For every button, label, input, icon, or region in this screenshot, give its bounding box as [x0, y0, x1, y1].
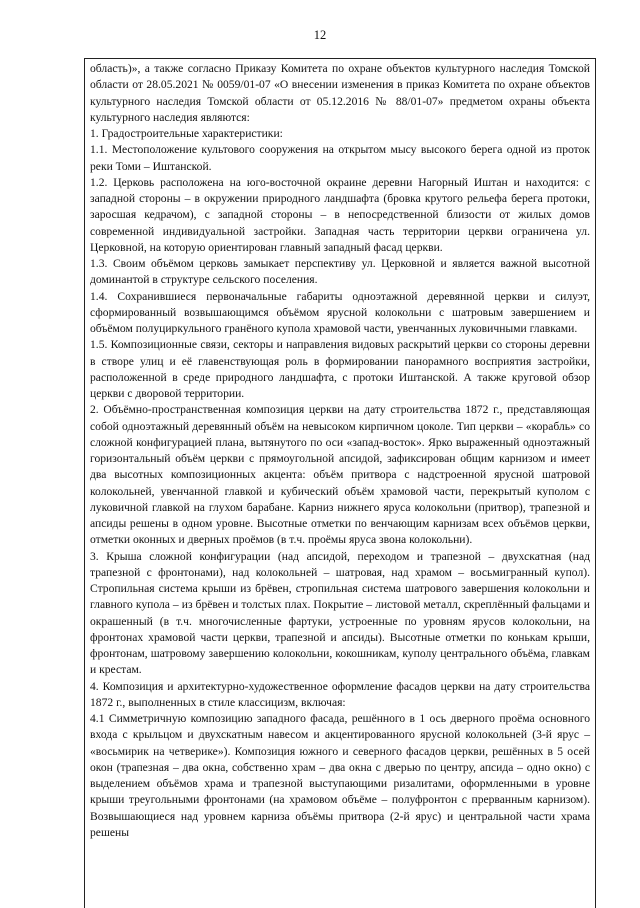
paragraph-1-3: 1.3. Своим объёмом церковь замыкает перспективу ул. Церковной и является важной высотной доминантой в структуре сельского поселения.	[90, 257, 590, 287]
paragraph-1-5: 1.5. Композиционные связи, секторы и направления видовых раскрытий церкви со стороны деревни в створе улиц и её главенствующая роль в формировании панорамного восприятия застройки, расположенной в среде природного ландшафта, с протоки Иштанской. А также круговой обзор церкви с дворовой территории.	[90, 338, 590, 400]
paragraph-4-1: 4.1 Симметричную композицию западного фасада, решённого в 1 ось дверного проёма основного входа с крыльцом и двухскатным навесом и акцентированного ярусной колокольней (3-й ярус – «восьмирик на четверике»). Композиция южного и северного фасадов церкви, решённых в 5 осей окон (трапезная – два окна, собственно храм – два окна с дверью по центру, апсида – одно окно) с выделением объёмов храма и трапезной выступающими ризалитами, оформленными в уровне крыши треугольными фронтонами (на храмовом объёме – полуфронтон с прерванным карнизом). Возвышающиеся над уровнем карниза объёмы притвора (2-й ярус) и центральной части храма решены	[90, 712, 590, 839]
paragraph-intro: область)», а также согласно Приказу Комитета по охране объектов культурного наследия Томской области от 28.05.2021 № 0059/01-07 «О внесении изменения в приказ Комитета по охране объектов культурного наследия Томской области от 05.12.2016 № 88/01-07» предметом охраны объекта культурного наследия являются:	[90, 62, 590, 124]
paragraph-3: 3. Крыша сложной конфигурации (над апсидой, переходом и трапезной – двухскатная (над трапезной с фронтонами), над колокольней – шатровая, над храмом – восьмигранный купол). Стропильная система крыши из брёвен, стропильная система шатрового завершения колокольни и главного купола – из брёвен и толстых плах. Покрытие – листовой металл, скреплённый фальцами и окрашенный (в т.ч. многочисленные фартуки, устроенные по уровням ярусов колокольни, на фронтонах храмовой части церкви, трапезной и апсиды). Высотные отметки по конькам крыши, фронтонам, шатровому завершению колокольни, кокошникам, куполу центрального объёма, главкам и крестам.	[90, 549, 590, 677]
text-frame	[84, 58, 596, 908]
paragraph-4: 4. Композиция и архитектурно-художественное оформление фасадов церкви на дату строительства 1872 г., выполненных в стиле классицизм, включая:	[90, 679, 590, 709]
paragraph-1-4: 1.4. Сохранившиеся первоначальные габариты одноэтажной деревянной церкви и силуэт, сформированный возвышающимся объёмом ярусной колокольни с шатровым завершением и объёмом полуциркульного гранёного купола храмовой части, увенчанных луковичными главками.	[90, 289, 590, 335]
paragraph-1-1: 1.1. Местоположение культового сооружения на открытом мысу высокого берега одной из проток реки Томи – Иштанской.	[90, 143, 590, 173]
paragraph-2: 2. Объёмно-пространственная композиция церкви на дату строительства 1872 г., представляющая собой одноэтажный деревянный объём на невысоком кирпичном цоколе. Тип церкви – «корабль» со сложной конфигурацией плана, вытянутого по оси «запад-восток». Ярко выраженный одноэтажный горизонтальный объём церкви с прямоугольной апсидой, зафиксирован общим карнизом и имеет два высотных композиционных акцента: объём притвора с надстроенной ярусной шатровой колокольней, увенчанной главкой и кубический объём храмовой части, перекрытый куполом с луковичной главкой на глухом барабане. Карниз нижнего яруса колокольни (притвор), трапезной и апсиды решены в одном уровне. Высотные отметки по венчающим карнизам всех объёмов церкви, отметки оконных и дверных проёмов (в т.ч. проёмы яруса звона колокольни).	[90, 403, 590, 547]
paragraph-1-2: 1.2. Церковь расположена на юго-восточной окраине деревни Нагорный Иштан и находится: с западной стороны – в окружении природного ландшафта (бровка крутого рельефа берега протоки, заросшая кедрачом), с западной стороны – в непосредственной близости от жилых домов современной индивидуальной застройки. Западная часть территории церкви ограничена ул. Церковной, на которую ориентирован главный западный фасад церкви.	[90, 175, 590, 254]
page-number: 12	[313, 28, 327, 42]
paragraph-heading-1: 1. Градостроительные характеристики:	[90, 127, 283, 140]
